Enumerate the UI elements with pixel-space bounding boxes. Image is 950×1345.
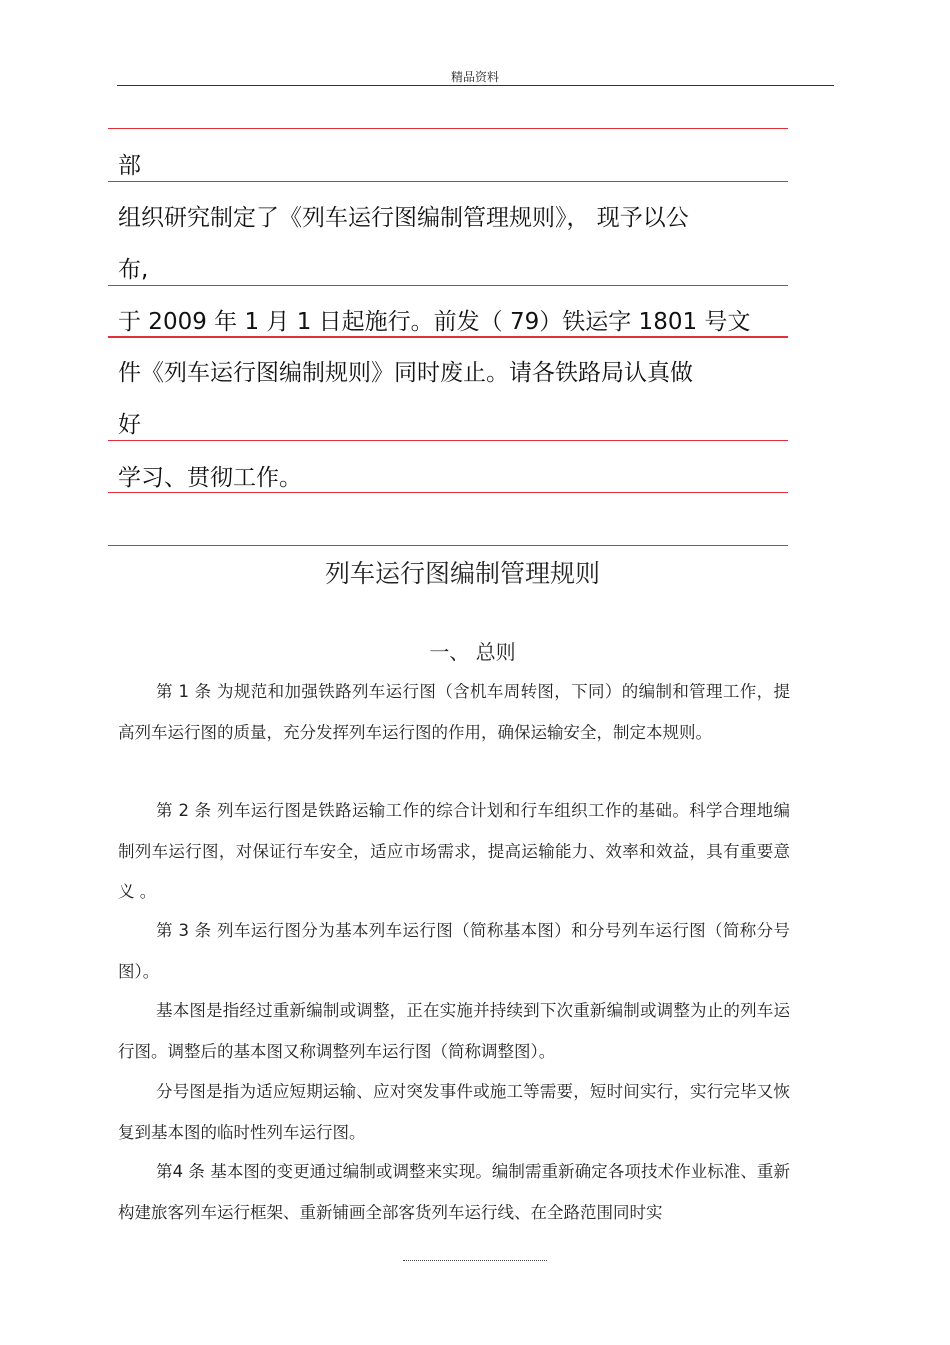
red-rule	[108, 285, 788, 286]
article-paragraph: 第 3 条 列车运行图分为基本列车运行图（简称基本图）和分号列车运行图（简称分号图）。	[118, 921, 790, 981]
notice-line: 部	[118, 153, 141, 179]
article-paragraph: 分号图是指为适应短期运输、应对突发事件或施工等需要，短时间实行，实行完毕又恢复到基本图的临时性列车运行图。	[118, 1082, 790, 1142]
page-header: 精品资料	[450, 70, 499, 84]
red-rule	[108, 336, 788, 338]
chapter-heading: 一、 总则	[429, 640, 516, 664]
document-title: 列车运行图编制管理规则	[324, 559, 600, 588]
red-rule	[108, 492, 788, 493]
notice-line: 好	[118, 412, 141, 438]
notice-line: 组织研究制定了《列车运行图编制管理规则》， 现予以公	[118, 205, 689, 231]
article-paragraph: 第 2 条 列车运行图是铁路运输工作的综合计划和行车组织工作的基础。科学合理地编制列车运行图，对保证行车安全，适应市场需求，提高运输能力、效率和效益，具有重要意义 。	[118, 801, 790, 901]
red-rule	[108, 545, 788, 546]
notice-line: 于 2009 年 1 月 1 日起施行。前发（ 79）铁运字 1801 号文	[118, 309, 751, 335]
red-rule	[108, 128, 788, 129]
article-paragraph: 第 1 条 为规范和加强铁路列车运行图（含机车周转图，下同）的编制和管理工作，提高列车运行图的质量，充分发挥列车运行图的作用，确保运输安全，制定本规则。	[118, 682, 790, 742]
footer-dotted-rule	[403, 1260, 547, 1261]
notice-line: 件《列车运行图编制规则》同时废止。请各铁路局认真做	[118, 360, 693, 386]
header-rule	[117, 85, 834, 86]
article-paragraph: 基本图是指经过重新编制或调整，正在实施并持续到下次重新编制或调整为止的列车运行图。调整后的基本图又称调整列车运行图（简称调整图）。	[118, 1001, 790, 1061]
notice-line: 布,	[118, 257, 149, 283]
article-paragraph: 第4 条 基本图的变更通过编制或调整来实现。编制需重新确定各项技术作业标准、重新构建旅客列车运行框架、重新铺画全部客货列车运行线、在全路范围同时实	[118, 1162, 790, 1222]
red-rule	[108, 440, 788, 441]
notice-line: 学习、贯彻工作。	[118, 465, 302, 491]
red-rule	[108, 181, 788, 182]
